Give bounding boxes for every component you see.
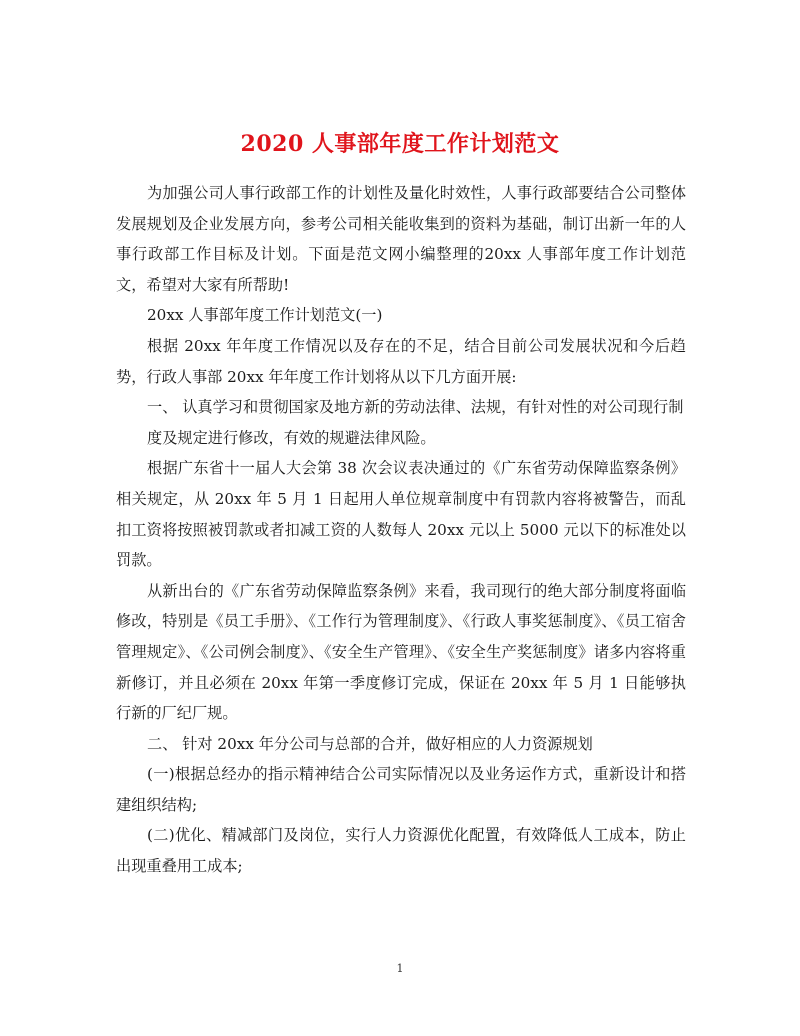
paragraph: 为加强公司人事行政部工作的计划性及量化时效性，人事行政部要结合公司整体发展规划及企业发展方向，参考公司相关能收集到的资料为基础，制订出新一年的人事行政部工作目标及计划。下面是范文网小编整理的20xx 人事部年度工作计划范文，希望对大家有所帮助! — [116, 184, 686, 294]
paragraph: 一、 认真学习和贯彻国家及地方新的劳动法律、法规，有针对性的对公司现行制 — [147, 398, 684, 417]
document-title: 2020 人事部年度工作计划范文 — [240, 130, 560, 157]
paragraph: 从新出台的《广东省劳动保障监察条例》来看，我司现行的绝大部分制度将面临修改，特别是《员工手册》、《工作行为管理制度》、《行政人事奖惩制度》、《员工宿舍管理规定》、《公司例会制度》、《安全生产管理》、《安全生产奖惩制度》诸多内容将重新修订，并且必须在 20xx 年第一季度修订完成，保证在 20xx 年 5 月 1 日能够执行新的厂纪厂规。 — [116, 581, 686, 723]
paragraph: (一)根据总经办的指示精神结合公司实际情况以及业务运作方式，重新设计和搭建组织结构; — [116, 765, 686, 814]
document-body — [116, 178, 686, 882]
paragraph: 二、 针对 20xx 年分公司与总部的合并，做好相应的人力资源规划 — [147, 734, 593, 753]
page-number: 1 — [396, 962, 404, 975]
paragraph: (二)优化、精减部门及岗位，实行人力资源优化配置，有效降低人工成本，防止出现重叠用工成本; — [116, 826, 686, 876]
paragraph: 20xx 人事部年度工作计划范文(一) — [147, 306, 383, 325]
paragraph: 度及规定进行修改，有效的规避法律风险。 — [147, 428, 436, 447]
paragraph: 根据广东省十一届人大会第 38 次会议表决通过的《广东省劳动保障监察条例》相关规定，从 20xx 年 5 月 1 日起用人单位规章制度中有罚款内容将被警告，而乱扣工资将按照被罚款或者扣减工资的人数每人 20xx 元以上 5000 元以下的标准处以罚款。 — [116, 459, 686, 570]
paragraph: 根据 20xx 年年度工作情况以及存在的不足，结合目前公司发展状况和今后趋势，行政人事部 20xx 年年度工作计划将从以下几方面开展: — [116, 336, 686, 386]
